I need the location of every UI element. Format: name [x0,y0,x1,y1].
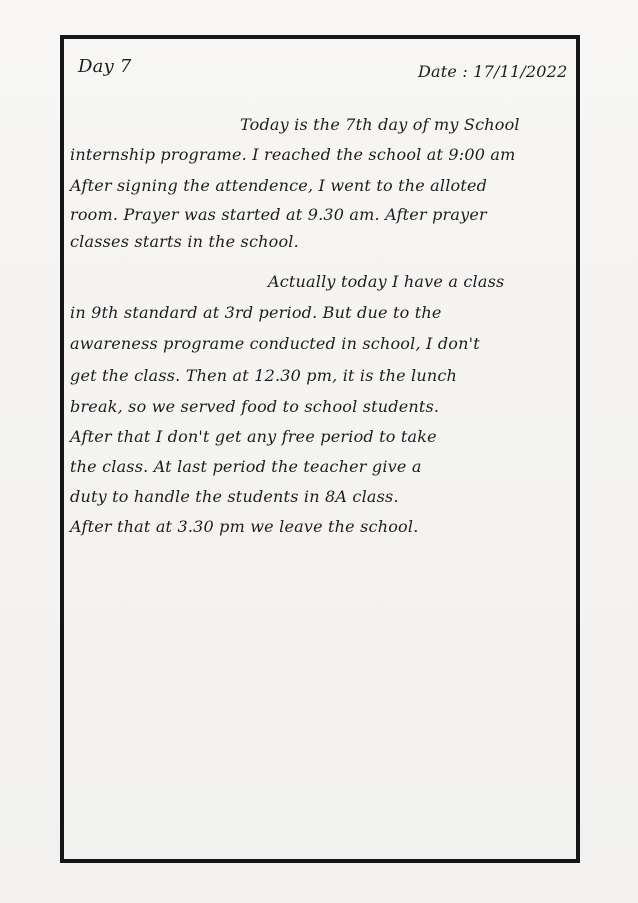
paragraph2-line-1: Actually today I have a class [268,272,505,291]
paragraph2-line-5: break, so we served food to school students. [70,397,440,416]
paragraph1-line-4: room. Prayer was started at 9.30 am. After prayer [70,205,487,224]
paragraph2-line-3: awareness programe conducted in school, I don't [70,334,480,353]
paragraph1-line-5: classes starts in the school. [70,232,299,251]
paragraph2-line-2: in 9th standard at 3rd period. But due to the [70,303,442,322]
paragraph2-line-4: get the class. Then at 12.30 pm, it is the lunch [70,366,458,385]
day-heading: Day 7 [78,56,132,77]
paragraph2-line-9: After that at 3.30 pm we leave the school. [70,517,419,536]
date-heading: Date : 17/11/2022 [418,62,568,81]
paragraph2-line-6: After that I don't get any free period to take [70,427,437,446]
paragraph1-line-3: After signing the attendence, I went to the alloted [70,176,488,195]
paragraph2-line-7: the class. At last period the teacher give a [70,457,422,476]
paragraph2-line-8: duty to handle the students in 8A class. [70,487,399,506]
paragraph1-line-1: Today is the 7th day of my School [240,115,520,134]
paragraph1-line-2: internship programe. I reached the school at 9:00 am [70,145,516,164]
